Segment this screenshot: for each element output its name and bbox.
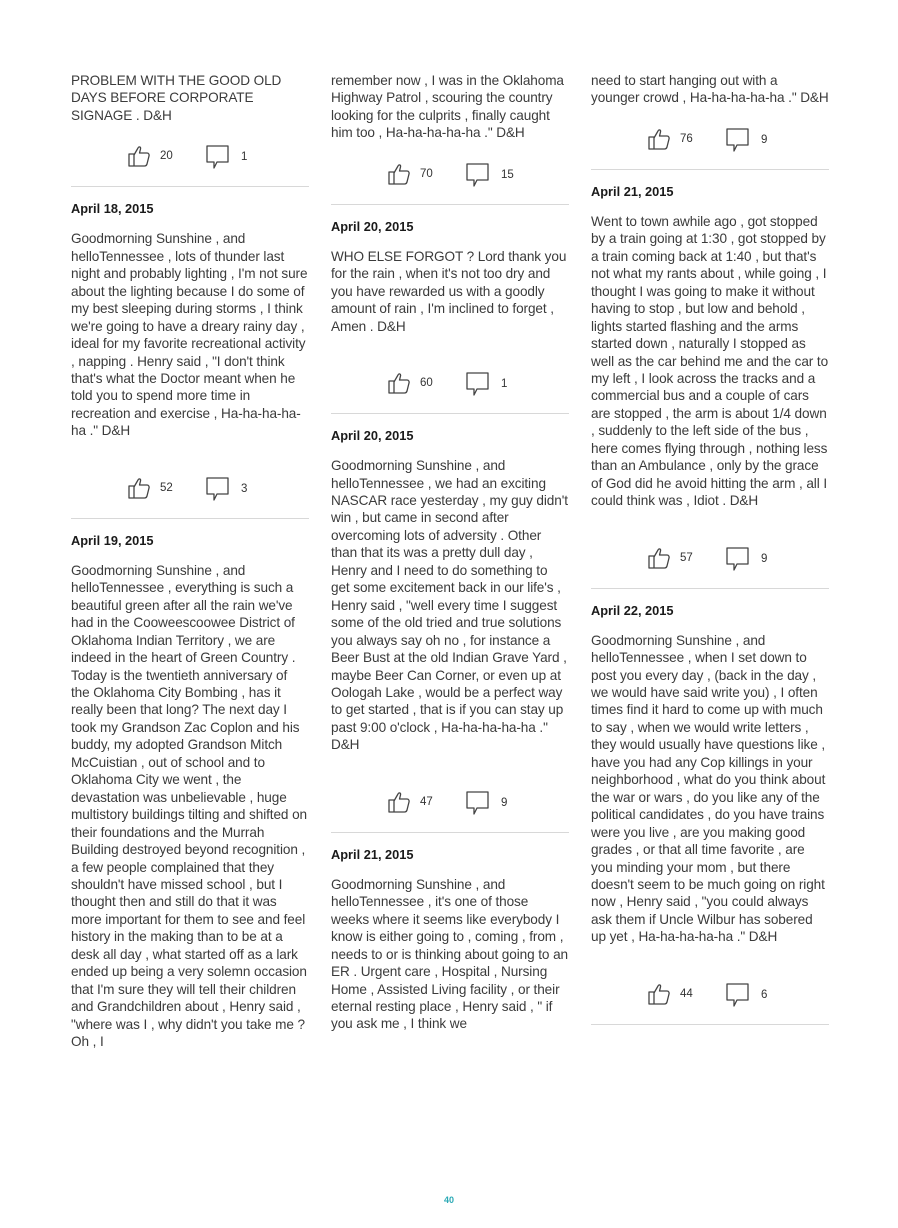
comment-count: 6 <box>761 988 768 1001</box>
speech-bubble-icon <box>725 546 751 572</box>
like-button[interactable] <box>387 371 433 395</box>
post-date: April 20, 2015 <box>331 218 414 234</box>
comment-count: 9 <box>501 796 508 809</box>
post-text: WHO ELSE FORGOT ? Lord thank you for the rain , when it's not too dry and you have rewarded us with a goodly amount of rain , I'm inclined to forget , Amen . D&H <box>331 248 567 334</box>
like-button[interactable] <box>127 144 173 168</box>
like-button[interactable] <box>387 162 433 186</box>
post <box>591 72 829 170</box>
comment-count: 9 <box>761 552 768 565</box>
comment-button[interactable] <box>725 546 767 572</box>
post <box>591 184 829 589</box>
like-count: 76 <box>680 132 693 145</box>
post <box>331 219 569 414</box>
divider <box>71 518 309 519</box>
post-text: Goodmorning Sunshine , and helloTennessee , lots of thunder last night and probably lighting , I'm not sure about the lighting because I do some of my best sleeping during storms , I think we're going to have a dreary rainy day , ideal for my favorite recreational activity , napping . Henry said , "I don't think that's what the Doctor meant when he told you to spend more time in recreation and exercise , Ha-ha-ha-ha-ha ." D&H <box>71 231 308 439</box>
post <box>71 533 309 1051</box>
post-date: April 22, 2015 <box>591 602 674 618</box>
divider <box>591 588 829 589</box>
post-date: April 19, 2015 <box>71 532 154 548</box>
post <box>71 201 309 518</box>
divider <box>331 832 569 833</box>
comment-count: 1 <box>501 378 508 391</box>
post-text: Goodmorning Sunshine , and helloTennessee , it's one of those weeks where it seems like everybody I know is either going to , coming , from , needs to or is thinking about going to an ER . Urgent care , Hospital , Nursing Home , Assisted Living facility , or their eternal resting place , Henry said , " if you ask me , I think we <box>331 876 568 1032</box>
divider <box>71 186 309 187</box>
comment-button[interactable] <box>465 790 507 816</box>
post-text: Went to town awhile ago , got stopped by a train going at 1:30 , got stopped by a train coming back at 1:40 , but that's not what my rants about , while going , I thought I was going to make it without having to stop , but low and behold , lights started flashing and the arms started down , naturally I stopped as well as the car behind me and the car to my left , I look across the tracks and a commercial bus and a couple of cars are stopped , the arm is about 1/4 down , suddenly to the left side of the bus , here comes flying through , nothing less than an Ambulance , only by the grace of God did he avoid hitting the arm , all I could think was , Idiot . D&H <box>591 213 829 509</box>
speech-bubble-icon <box>205 476 231 502</box>
like-count: 20 <box>160 150 173 163</box>
like-count: 60 <box>420 377 433 390</box>
post <box>591 603 829 1025</box>
post-text: Goodmorning Sunshine , and helloTennessee , when I set down to post you every day , (back in the day , we would have said write you) , I often times find it hard to come up with much to say , when we would write letters , they would usually have questions like , have you had any Cop killings in your neighborhood , what do you think about the war or wars , do you like any of the political candidates , do you have trains were you live , are you making good grades , or that all time favorite , are you minding your mom , but there doesn't seem to be much going on right now , Henry said , "you could always ask them if Uncle Wilbur has sobered up yet , Ha-ha-ha-ha-ha ." D&H <box>591 632 826 945</box>
thumbs-up-icon <box>127 476 151 500</box>
post-actions <box>331 162 569 188</box>
post <box>71 72 309 187</box>
comment-count: 15 <box>501 168 514 181</box>
post-date: April 21, 2015 <box>331 846 414 862</box>
thumbs-up-icon <box>127 144 151 168</box>
post-actions <box>591 127 829 153</box>
divider <box>331 204 569 205</box>
column-1 <box>71 72 309 1050</box>
comment-button[interactable] <box>465 371 507 397</box>
speech-bubble-icon <box>465 371 491 397</box>
post-date: April 20, 2015 <box>331 428 414 444</box>
post-date: April 21, 2015 <box>591 183 674 199</box>
post <box>331 847 569 1033</box>
like-count: 57 <box>680 551 693 564</box>
post-text: remember now , I was in the Oklahoma Highway Patrol , scouring the country looking for the culprits , finally caught him too , Ha-ha-ha-ha-ha ." D&H <box>331 73 564 141</box>
comment-button[interactable] <box>205 476 247 502</box>
column-2 <box>331 72 569 1033</box>
column-3 <box>591 72 829 1039</box>
like-count: 70 <box>420 167 433 180</box>
post <box>331 72 569 205</box>
post-date: April 18, 2015 <box>71 201 154 217</box>
thumbs-up-icon <box>647 982 671 1006</box>
comment-button[interactable] <box>465 162 514 188</box>
post-actions <box>71 476 309 502</box>
thumbs-up-icon <box>387 790 411 814</box>
like-button[interactable] <box>127 476 173 500</box>
post-text: Goodmorning Sunshine , and helloTennessee , we had an exciting NASCAR race yesterday , my guy didn't win , but came in second after overcoming lots of adversity . Other than that its was a pretty dull day , Henry and I need to do something to get some excitement back in our life's , Henry said , "well every time I suggest some of the old tried and true solutions you always say oh no , for instance a Beer Bust at the old Indian Grave Yard , maybe Beer Can Corner, or even up at Oologah Lake , would be a perfect way to get started , that is if you can stay up past 9:00 o'clock , Ha-ha-ha-ha-ha ." D&H <box>331 458 568 753</box>
post-actions <box>331 371 569 397</box>
post-text: PROBLEM WITH THE GOOD OLD DAYS BEFORE CORPORATE SIGNAGE . D&H <box>71 73 282 123</box>
speech-bubble-icon <box>725 982 751 1008</box>
divider <box>591 169 829 170</box>
post-text: Goodmorning Sunshine , and helloTennessee , everything is such a beautiful green after all the rain we've had in the Cooweescoowee District of Oklahoma Indian Territory , we are indeed in the heart of Green Country . Today is the twentieth anniversary of the Oklahoma City Bombing , has it really been that long? The next day I took my Grandson Zac Coplon and his buddy, my adopted Grandson Mitch McCuistian , out of school and to Oklahoma City we went , the devastation was unbelievable , huge multistory buildings tilting and shifted on their foundations and the Murrah Building destroyed beyond recognition , a few people complained that they shouldn't have missed school , but I thought then and still do that it was more important for them to see and feel history in the making than to be at a desk all day , what started off as a lark ended up being a very solemn occasion that I'm sure they will tell their children and Grandchildren about , Henry said , "where was I , why didn't you take me ? Oh , I <box>71 562 307 1050</box>
divider <box>331 413 569 414</box>
post-actions <box>591 982 829 1008</box>
speech-bubble-icon <box>205 144 231 170</box>
like-button[interactable] <box>647 982 693 1006</box>
like-count: 47 <box>420 795 433 808</box>
comment-count: 1 <box>241 151 248 164</box>
page-number: 40 <box>443 1195 454 1205</box>
like-button[interactable] <box>647 127 693 151</box>
post-text: need to start hanging out with a younger crowd , Ha-ha-ha-ha-ha ." D&H <box>591 73 829 106</box>
comment-count: 9 <box>761 133 768 146</box>
thumbs-up-icon <box>387 371 411 395</box>
thumbs-up-icon <box>647 546 671 570</box>
divider <box>591 1024 829 1025</box>
post-actions <box>71 144 309 170</box>
comment-button[interactable] <box>205 144 247 170</box>
speech-bubble-icon <box>465 790 491 816</box>
like-count: 44 <box>680 987 693 1000</box>
speech-bubble-icon <box>465 162 491 188</box>
thumbs-up-icon <box>647 127 671 151</box>
post-actions <box>331 790 569 816</box>
comment-count: 3 <box>241 482 248 495</box>
like-button[interactable] <box>387 790 433 814</box>
comment-button[interactable] <box>725 982 767 1008</box>
speech-bubble-icon <box>725 127 751 153</box>
post-actions <box>591 546 829 572</box>
comment-button[interactable] <box>725 127 767 153</box>
thumbs-up-icon <box>387 162 411 186</box>
like-button[interactable] <box>647 546 693 570</box>
like-count: 52 <box>160 481 173 494</box>
post <box>331 428 569 833</box>
